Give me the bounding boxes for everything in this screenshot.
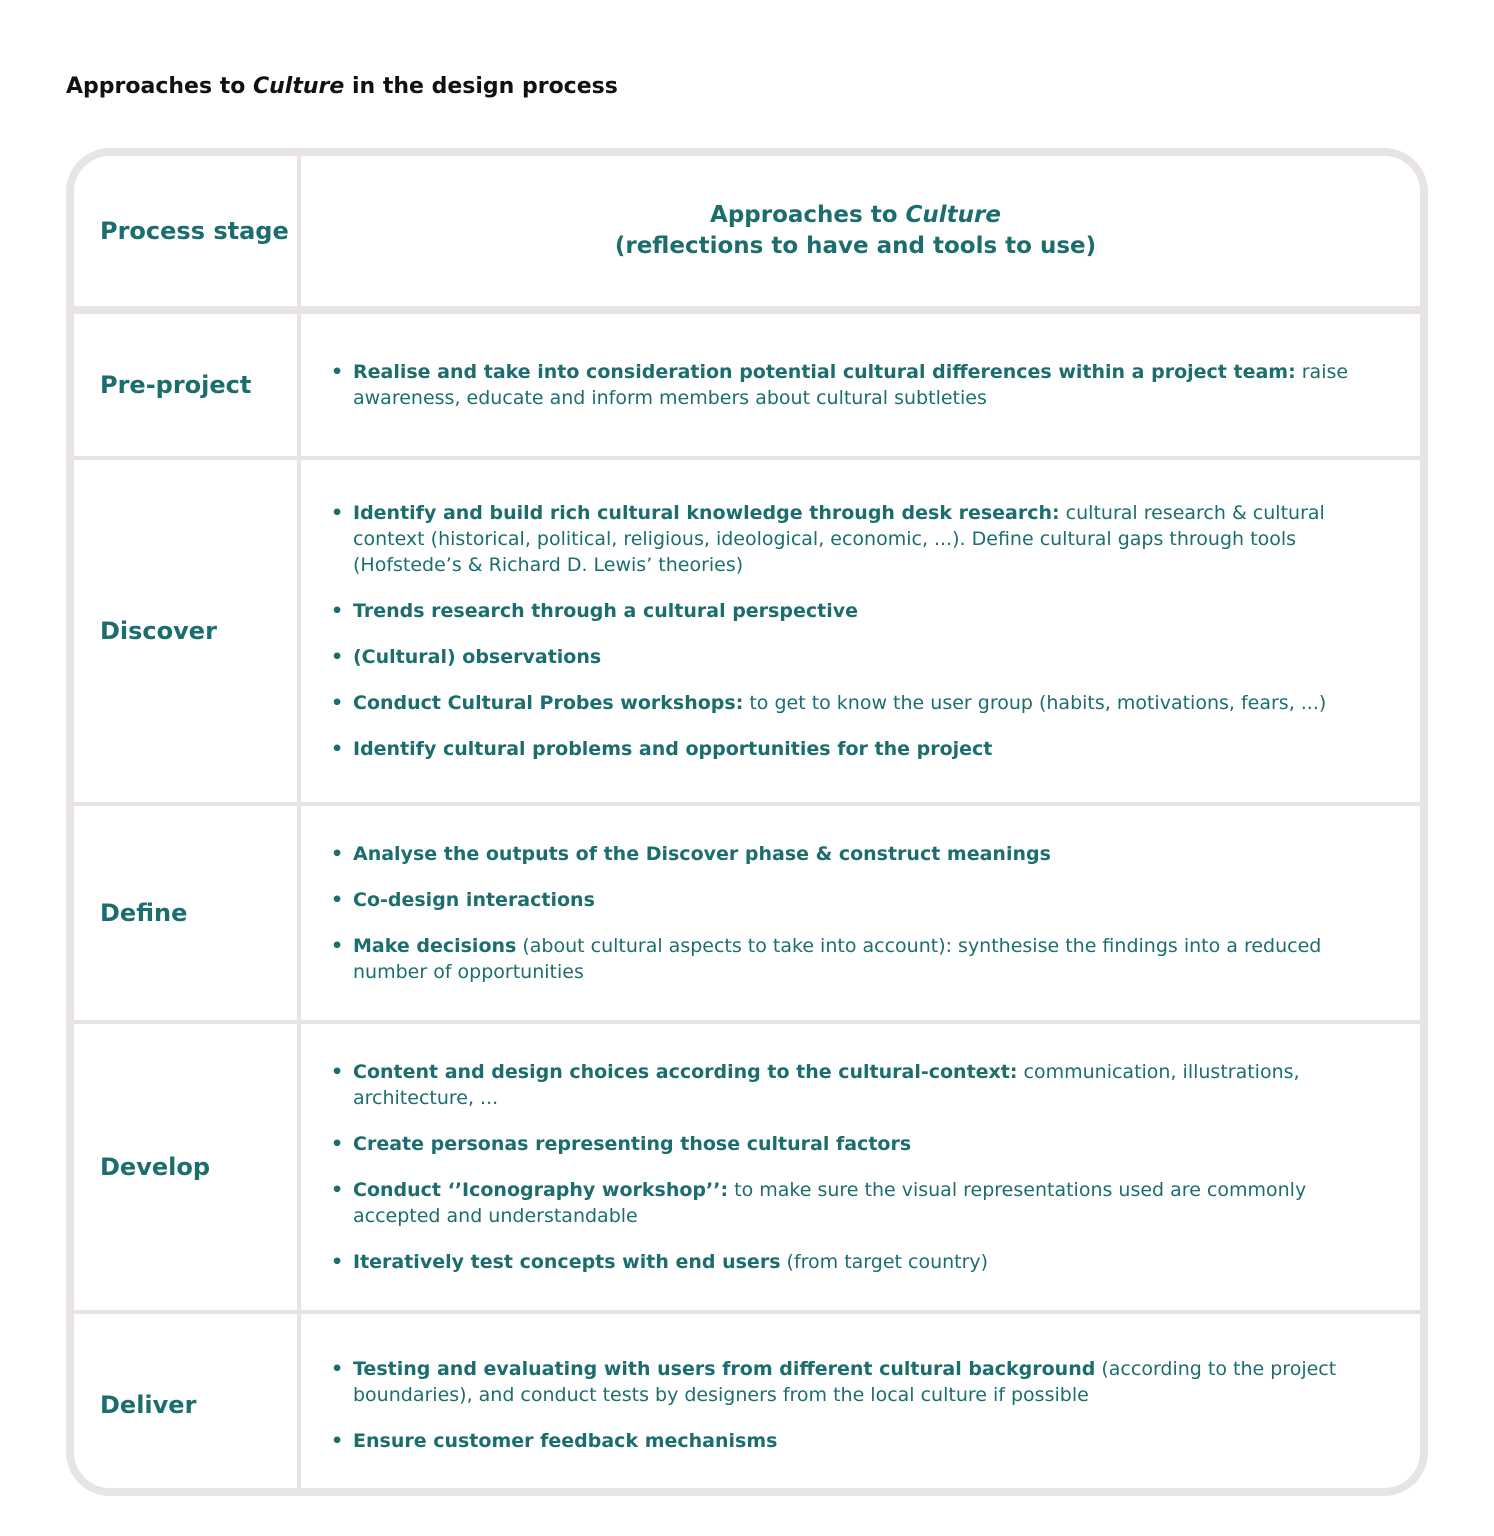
- table-row-develop: [74, 1020, 1420, 1310]
- approaches-cell: [301, 314, 1420, 456]
- approaches-cell: [301, 806, 1420, 1020]
- item-bold: Create personas representing those cultural factors: [353, 1133, 912, 1155]
- title-suffix: in the design process: [344, 74, 618, 99]
- header-approaches-emphasis: Culture: [905, 202, 1001, 228]
- list-item: [331, 887, 1380, 913]
- bullet-icon: •: [331, 843, 344, 865]
- table-row-discover: [74, 456, 1420, 802]
- bullet-icon: •: [331, 738, 344, 760]
- list-item: [331, 841, 1380, 867]
- list-item: [331, 1356, 1380, 1408]
- approaches-cell: [301, 1024, 1420, 1310]
- bullet-icon: •: [331, 1133, 344, 1155]
- approaches-list: [331, 1059, 1380, 1275]
- bullet-icon: •: [331, 1251, 344, 1273]
- list-item: [331, 359, 1380, 411]
- header-approaches-cell: [301, 156, 1420, 306]
- item-bold: Conduct Cultural Probes workshops:: [353, 692, 744, 714]
- list-item: [331, 1428, 1380, 1454]
- item-bold: Conduct ‘’Iconography workshop’’:: [353, 1179, 729, 1201]
- stage-label: Develop: [74, 1024, 301, 1310]
- list-item: [331, 690, 1380, 716]
- stage-label: Discover: [74, 460, 301, 802]
- bullet-icon: •: [331, 646, 344, 668]
- item-bold: (Cultural) observations: [353, 646, 602, 668]
- stage-label: Define: [74, 806, 301, 1020]
- list-item: [331, 1131, 1380, 1157]
- process-table: [66, 148, 1428, 1496]
- item-text: (from target country): [780, 1251, 989, 1273]
- stage-label: Deliver: [74, 1314, 301, 1496]
- header-process-stage: Process stage: [74, 156, 301, 306]
- item-bold: Ensure customer feedback mechanisms: [353, 1430, 778, 1452]
- bullet-icon: •: [331, 1061, 344, 1083]
- table-row-pre-project: [74, 306, 1420, 456]
- bullet-icon: •: [331, 502, 344, 524]
- item-bold: Content and design choices according to the cultural-context:: [353, 1061, 1018, 1083]
- approaches-cell: [301, 460, 1420, 802]
- item-bold: Identify and build rich cultural knowledge through desk research:: [353, 502, 1060, 524]
- item-bold: Make decisions: [353, 935, 517, 957]
- table-row-define: [74, 802, 1420, 1020]
- bullet-icon: •: [331, 889, 344, 911]
- item-text: communication, illustrations, architecture, ...: [353, 1061, 1300, 1109]
- item-bold: Co-design interactions: [353, 889, 595, 911]
- list-item: [331, 933, 1380, 985]
- approaches-cell: [301, 1314, 1420, 1496]
- item-bold: Identify cultural problems and opportunities for the project: [353, 738, 993, 760]
- item-text: to make sure the visual representations used are commonly accepted and understandable: [353, 1179, 1307, 1227]
- bullet-icon: •: [331, 1179, 344, 1201]
- list-item: [331, 644, 1380, 670]
- item-bold: Trends research through a cultural perspective: [353, 600, 858, 622]
- item-text: (according to the project boundaries), and conduct tests by designers from the local culture if possible: [353, 1358, 1337, 1406]
- item-bold: Analyse the outputs of the Discover phase & construct meanings: [353, 843, 1051, 865]
- approaches-list: [331, 359, 1380, 411]
- bullet-icon: •: [331, 600, 344, 622]
- page-title: [66, 74, 618, 99]
- list-item: [331, 736, 1380, 762]
- list-item: [331, 500, 1380, 578]
- title-prefix: Approaches to: [66, 74, 253, 99]
- list-item: [331, 598, 1380, 624]
- bullet-icon: •: [331, 935, 344, 957]
- bullet-icon: •: [331, 692, 344, 714]
- list-item: [331, 1059, 1380, 1111]
- bullet-icon: •: [331, 1430, 344, 1452]
- header-approaches-line2: (reflections to have and tools to use): [614, 233, 1097, 259]
- item-text: raise awareness, educate and inform members about cultural subtleties: [353, 361, 1349, 409]
- bullet-icon: •: [331, 1358, 344, 1380]
- item-bold: Realise and take into consideration potential cultural differences within a project team:: [353, 361, 1296, 383]
- bullet-icon: •: [331, 361, 344, 383]
- item-bold: Iteratively test concepts with end users: [353, 1251, 781, 1273]
- approaches-list: [331, 841, 1380, 985]
- approaches-list: [331, 500, 1380, 762]
- list-item: [331, 1249, 1380, 1275]
- approaches-list: [331, 1356, 1380, 1454]
- table-row-deliver: [74, 1310, 1420, 1496]
- title-emphasis: Culture: [253, 74, 345, 99]
- item-text: (about cultural aspects to take into account): synthesise the findings into a reduced number of opportunities: [353, 935, 1322, 983]
- item-text: to get to know the user group (habits, motivations, fears, ...): [743, 692, 1327, 714]
- item-text: cultural research & cultural context (historical, political, religious, ideological, economic, ...). Define cultural gaps through tools (Hofstede’s & Richard D. Lewis’ theories): [353, 502, 1325, 576]
- header-approaches-line1: [331, 200, 1380, 231]
- list-item: [331, 1177, 1380, 1229]
- item-bold: Testing and evaluating with users from different cultural background: [353, 1358, 1096, 1380]
- table-header-row: [74, 156, 1420, 306]
- header-approaches-prefix: Approaches to: [710, 202, 906, 228]
- header-approaches: [331, 200, 1380, 262]
- stage-label: Pre-project: [74, 314, 301, 456]
